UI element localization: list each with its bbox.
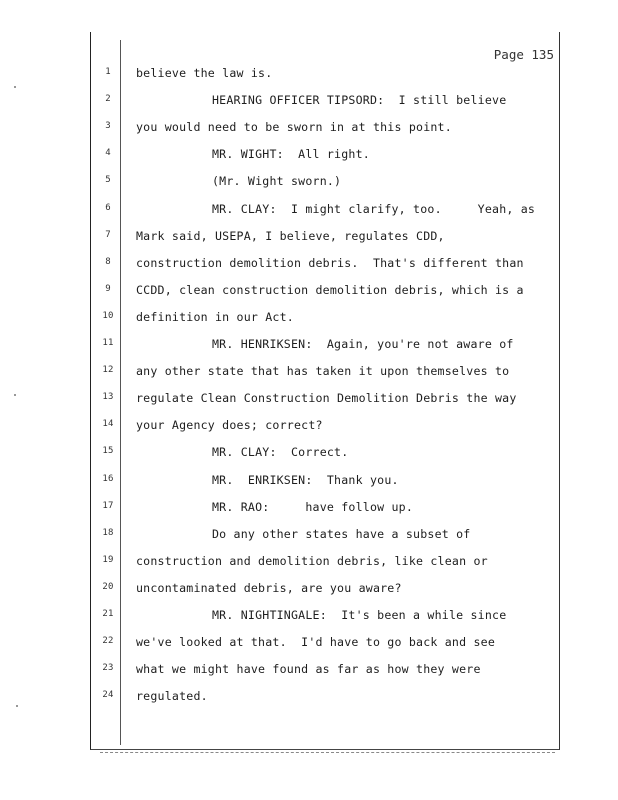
line-text: MR. NIGHTINGALE: It's been a while since: [212, 608, 507, 622]
page-number-header: Page 135: [493, 47, 554, 62]
line-text: construction and demolition debris, like clean or: [136, 553, 488, 568]
transcript-line: [0, 418, 618, 438]
line-text: CCDD, clean construction demolition debris, which is a: [136, 282, 524, 297]
line-number: 19: [102, 554, 114, 565]
transcript-line: [0, 689, 618, 709]
page-bottom-rule: [100, 752, 555, 753]
line-text: (Mr. Wight sworn.): [212, 174, 342, 189]
line-text: MR. ENRIKSEN: Thank you.: [212, 472, 399, 487]
line-text: your Agency does; correct?: [136, 418, 323, 433]
line-text: MR. HENRIKSEN: Again, you're not aware of: [212, 337, 514, 351]
line-number: 18: [102, 527, 114, 538]
scan-speck: [14, 86, 16, 88]
line-number: 16: [102, 473, 114, 484]
line-number: 9: [105, 283, 111, 294]
transcript-line: [0, 147, 618, 167]
transcript-line: [0, 662, 618, 682]
transcript-line: [0, 202, 618, 222]
line-text: HEARING OFFICER TIPSORD: I still believe: [212, 93, 507, 108]
transcript-line: [0, 229, 618, 249]
line-text: regulated.: [136, 689, 208, 704]
line-number: 4: [105, 148, 111, 159]
line-number: 17: [102, 500, 114, 511]
transcript-line: [0, 337, 618, 357]
line-number: 5: [105, 175, 111, 186]
transcript-line: [0, 310, 618, 330]
line-text: we've looked at that. I'd have to go back and see: [136, 635, 496, 650]
line-text: MR. CLAY: Correct.: [212, 445, 349, 460]
line-number: 12: [102, 365, 114, 376]
line-text: uncontaminated debris, are you aware?: [136, 580, 402, 595]
transcript-line: [0, 608, 618, 628]
scan-speck: [14, 394, 16, 396]
line-number: 6: [105, 202, 111, 213]
line-number: 10: [102, 310, 114, 321]
transcript-line: [0, 256, 618, 276]
line-number: 20: [102, 581, 114, 592]
line-text: you would need to be sworn in at this point.: [136, 120, 452, 135]
transcript-line: [0, 500, 618, 520]
line-number: 15: [102, 446, 114, 457]
transcript-line: [0, 635, 618, 655]
line-number: 21: [102, 609, 114, 619]
line-text: any other state that has taken it upon themselves to: [136, 364, 510, 379]
line-number: 7: [105, 229, 111, 240]
transcript-line: [0, 93, 618, 113]
line-number: 13: [102, 392, 114, 403]
line-number: 23: [102, 663, 114, 674]
transcript-line: [0, 283, 618, 303]
line-number: 8: [105, 256, 111, 267]
line-number: 2: [105, 94, 111, 105]
line-text: definition in our Act.: [136, 309, 294, 324]
line-text: Mark said, USEPA, I believe, regulates CDD,: [136, 228, 445, 243]
transcript-line: [0, 473, 618, 493]
transcript-line: [0, 120, 618, 140]
line-number: 3: [105, 121, 111, 132]
line-text: MR. CLAY: I might clarify, too. Yeah, as: [212, 201, 536, 216]
scan-speck: [16, 705, 18, 707]
line-text: construction demolition debris. That's different than: [136, 255, 524, 270]
line-text: MR. RAO: have follow up.: [212, 499, 414, 514]
transcript-line: [0, 554, 618, 574]
line-text: what we might have found as far as how they were: [136, 662, 481, 677]
transcript-line: [0, 364, 618, 384]
line-number: 22: [102, 636, 114, 647]
transcript-line: [0, 445, 618, 465]
line-text: Do any other states have a subset of: [212, 526, 471, 541]
line-number: 14: [102, 419, 114, 430]
line-number: 1: [105, 67, 111, 77]
line-text: regulate Clean Construction Demolition Debris the way: [136, 391, 517, 406]
transcript-line: [0, 174, 618, 194]
line-text: MR. WIGHT: All right.: [212, 147, 370, 162]
transcript-line: [0, 581, 618, 601]
line-text: believe the law is.: [136, 66, 273, 80]
transcript-line: [0, 527, 618, 547]
line-number: 24: [102, 690, 114, 701]
transcript-line: [0, 391, 618, 411]
line-number: 11: [102, 338, 114, 348]
transcript-line: [0, 66, 618, 86]
